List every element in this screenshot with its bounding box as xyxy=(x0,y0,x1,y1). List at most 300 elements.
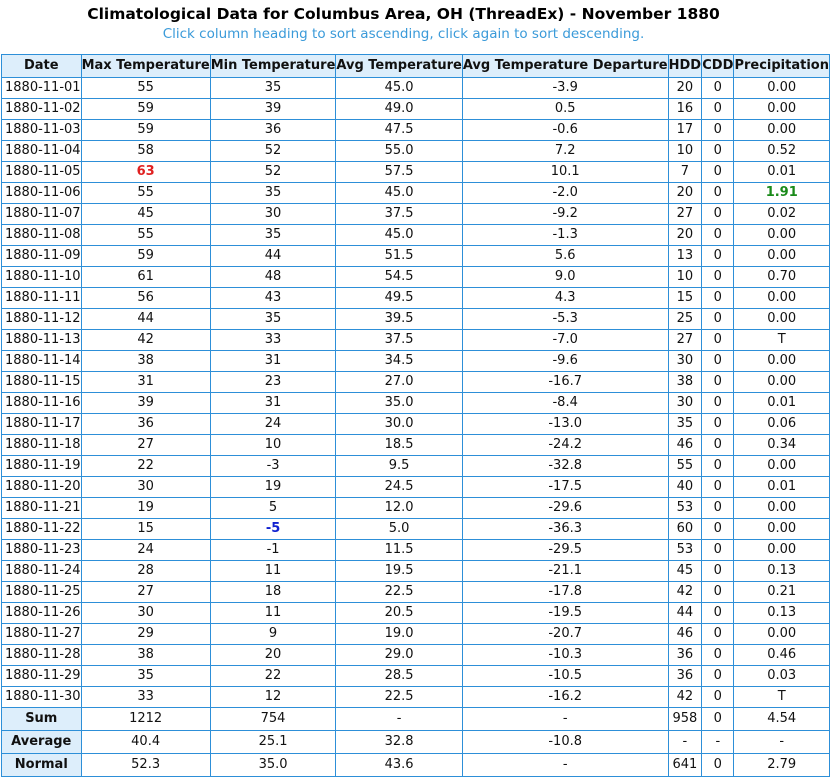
summary-hdd: - xyxy=(668,731,702,754)
cell-hdd: 36 xyxy=(668,666,702,687)
cell-min-temperature: 30 xyxy=(210,204,336,225)
cell-max-temperature: 22 xyxy=(81,456,210,477)
cell-min-temperature: 35 xyxy=(210,183,336,204)
cell-precipitation: T xyxy=(734,330,830,351)
summary-max-temperature: 1212 xyxy=(81,708,210,731)
cell-min-temperature: 43 xyxy=(210,288,336,309)
cell-date: 1880-11-05 xyxy=(2,162,82,183)
summary-min-temperature: 25.1 xyxy=(210,731,336,754)
cell-date: 1880-11-20 xyxy=(2,477,82,498)
cell-precipitation: 0.00 xyxy=(734,372,830,393)
summary-hdd: 958 xyxy=(668,708,702,731)
summary-avg-temperature: 43.6 xyxy=(336,754,462,777)
cell-date: 1880-11-06 xyxy=(2,183,82,204)
cell-min-temperature: 22 xyxy=(210,666,336,687)
summary-row-sum xyxy=(2,708,830,731)
cell-hdd: 35 xyxy=(668,414,702,435)
cell-cdd: 0 xyxy=(702,351,734,372)
cell-avg-temperature-departure: -32.8 xyxy=(462,456,668,477)
summary-avg-temperature-departure: -10.8 xyxy=(462,731,668,754)
cell-date: 1880-11-14 xyxy=(2,351,82,372)
cell-cdd: 0 xyxy=(702,309,734,330)
cell-avg-temperature-departure: -16.7 xyxy=(462,372,668,393)
cell-min-temperature: 18 xyxy=(210,582,336,603)
cell-avg-temperature-departure: -36.3 xyxy=(462,519,668,540)
cell-max-temperature: 30 xyxy=(81,477,210,498)
table-row xyxy=(2,246,830,267)
cell-min-temperature: -1 xyxy=(210,540,336,561)
cell-hdd: 16 xyxy=(668,99,702,120)
cell-max-temperature: 28 xyxy=(81,561,210,582)
cell-date: 1880-11-23 xyxy=(2,540,82,561)
column-header-cdd[interactable]: CDD xyxy=(702,55,734,78)
cell-hdd: 25 xyxy=(668,309,702,330)
cell-cdd: 0 xyxy=(702,372,734,393)
cell-precipitation: 0.52 xyxy=(734,141,830,162)
cell-date: 1880-11-24 xyxy=(2,561,82,582)
table-row xyxy=(2,204,830,225)
cell-precipitation: 0.00 xyxy=(734,540,830,561)
cell-precipitation: 0.00 xyxy=(734,456,830,477)
cell-hdd: 20 xyxy=(668,225,702,246)
table-row xyxy=(2,225,830,246)
cell-avg-temperature: 37.5 xyxy=(336,204,462,225)
cell-max-temperature: 58 xyxy=(81,141,210,162)
cell-precipitation: 0.01 xyxy=(734,477,830,498)
cell-precipitation: 0.00 xyxy=(734,624,830,645)
cell-precipitation: T xyxy=(734,687,830,708)
cell-date: 1880-11-15 xyxy=(2,372,82,393)
cell-precipitation: 0.70 xyxy=(734,267,830,288)
table-row xyxy=(2,120,830,141)
cell-avg-temperature-departure: -20.7 xyxy=(462,624,668,645)
cell-date: 1880-11-13 xyxy=(2,330,82,351)
cell-hdd: 42 xyxy=(668,582,702,603)
cell-avg-temperature: 24.5 xyxy=(336,477,462,498)
summary-row-average xyxy=(2,731,830,754)
table-row xyxy=(2,477,830,498)
cell-hdd: 46 xyxy=(668,435,702,456)
table-row xyxy=(2,309,830,330)
cell-hdd: 40 xyxy=(668,477,702,498)
table-row xyxy=(2,645,830,666)
column-header-min-temperature[interactable]: Min Temperature xyxy=(210,55,336,78)
cell-avg-temperature: 47.5 xyxy=(336,120,462,141)
cell-hdd: 15 xyxy=(668,288,702,309)
cell-avg-temperature: 51.5 xyxy=(336,246,462,267)
cell-avg-temperature: 27.0 xyxy=(336,372,462,393)
summary-avg-temperature: - xyxy=(336,708,462,731)
cell-min-temperature: 48 xyxy=(210,267,336,288)
summary-avg-temperature-departure: - xyxy=(462,754,668,777)
cell-cdd: 0 xyxy=(702,288,734,309)
cell-hdd: 53 xyxy=(668,498,702,519)
header-row xyxy=(2,55,830,78)
cell-avg-temperature-departure: -24.2 xyxy=(462,435,668,456)
cell-hdd: 17 xyxy=(668,120,702,141)
cell-avg-temperature: 49.0 xyxy=(336,99,462,120)
cell-max-temperature: 29 xyxy=(81,624,210,645)
cell-min-temperature: 9 xyxy=(210,624,336,645)
table-row xyxy=(2,582,830,603)
cell-avg-temperature: 12.0 xyxy=(336,498,462,519)
cell-avg-temperature-departure: -16.2 xyxy=(462,687,668,708)
cell-avg-temperature-departure: -3.9 xyxy=(462,78,668,99)
cell-precipitation: 0.00 xyxy=(734,309,830,330)
cell-avg-temperature-departure: -0.6 xyxy=(462,120,668,141)
cell-hdd: 30 xyxy=(668,393,702,414)
cell-date: 1880-11-16 xyxy=(2,393,82,414)
cell-avg-temperature: 35.0 xyxy=(336,393,462,414)
cell-precipitation: 1.91 xyxy=(734,183,830,204)
cell-min-temperature: 52 xyxy=(210,162,336,183)
cell-cdd: 0 xyxy=(702,162,734,183)
cell-max-temperature: 55 xyxy=(81,225,210,246)
cell-max-temperature: 55 xyxy=(81,78,210,99)
cell-min-temperature: 39 xyxy=(210,99,336,120)
cell-cdd: 0 xyxy=(702,687,734,708)
cell-min-temperature: 36 xyxy=(210,120,336,141)
cell-max-temperature: 61 xyxy=(81,267,210,288)
cell-min-temperature: 24 xyxy=(210,414,336,435)
table-body xyxy=(2,78,830,708)
cell-avg-temperature: 29.0 xyxy=(336,645,462,666)
cell-avg-temperature-departure: -7.0 xyxy=(462,330,668,351)
cell-cdd: 0 xyxy=(702,99,734,120)
cell-avg-temperature: 28.5 xyxy=(336,666,462,687)
cell-cdd: 0 xyxy=(702,519,734,540)
table-row xyxy=(2,288,830,309)
cell-date: 1880-11-19 xyxy=(2,456,82,477)
cell-max-temperature: 63 xyxy=(81,162,210,183)
summary-label: Sum xyxy=(2,708,82,731)
cell-hdd: 36 xyxy=(668,645,702,666)
summary-avg-temperature: 32.8 xyxy=(336,731,462,754)
cell-avg-temperature-departure: -19.5 xyxy=(462,603,668,624)
table-row xyxy=(2,267,830,288)
cell-avg-temperature: 30.0 xyxy=(336,414,462,435)
table-row xyxy=(2,603,830,624)
cell-min-temperature: 35 xyxy=(210,78,336,99)
summary-row-normal xyxy=(2,754,830,777)
cell-avg-temperature-departure: 5.6 xyxy=(462,246,668,267)
cell-date: 1880-11-22 xyxy=(2,519,82,540)
cell-max-temperature: 56 xyxy=(81,288,210,309)
cell-max-temperature: 30 xyxy=(81,603,210,624)
cell-avg-temperature: 57.5 xyxy=(336,162,462,183)
cell-avg-temperature: 19.0 xyxy=(336,624,462,645)
cell-max-temperature: 15 xyxy=(81,519,210,540)
sort-instructions: Click column heading to sort ascending, click again to sort descending. xyxy=(162,26,645,42)
summary-cdd: 0 xyxy=(702,754,734,777)
cell-hdd: 44 xyxy=(668,603,702,624)
cell-avg-temperature-departure: -13.0 xyxy=(462,414,668,435)
cell-max-temperature: 31 xyxy=(81,372,210,393)
cell-avg-temperature: 37.5 xyxy=(336,330,462,351)
cell-hdd: 7 xyxy=(668,162,702,183)
cell-min-temperature: 35 xyxy=(210,225,336,246)
table-row xyxy=(2,183,830,204)
climate-data-table xyxy=(1,54,830,777)
cell-avg-temperature-departure: -10.3 xyxy=(462,645,668,666)
cell-max-temperature: 35 xyxy=(81,666,210,687)
cell-cdd: 0 xyxy=(702,603,734,624)
table-row xyxy=(2,519,830,540)
cell-hdd: 10 xyxy=(668,267,702,288)
cell-max-temperature: 39 xyxy=(81,393,210,414)
cell-hdd: 46 xyxy=(668,624,702,645)
table-row xyxy=(2,330,830,351)
cell-max-temperature: 55 xyxy=(81,183,210,204)
cell-max-temperature: 59 xyxy=(81,246,210,267)
cell-min-temperature: 44 xyxy=(210,246,336,267)
column-header-avg-temperature[interactable]: Avg Temperature xyxy=(336,55,462,78)
summary-cdd: - xyxy=(702,731,734,754)
cell-date: 1880-11-29 xyxy=(2,666,82,687)
page-title: Climatological Data for Columbus Area, OH (ThreadEx) - November 1880 xyxy=(87,5,720,23)
cell-hdd: 13 xyxy=(668,246,702,267)
cell-avg-temperature-departure: -5.3 xyxy=(462,309,668,330)
cell-precipitation: 0.00 xyxy=(734,351,830,372)
cell-avg-temperature: 45.0 xyxy=(336,183,462,204)
cell-precipitation: 0.46 xyxy=(734,645,830,666)
table-row xyxy=(2,498,830,519)
cell-min-temperature: 19 xyxy=(210,477,336,498)
cell-date: 1880-11-09 xyxy=(2,246,82,267)
cell-date: 1880-11-25 xyxy=(2,582,82,603)
table-row xyxy=(2,561,830,582)
table-row xyxy=(2,162,830,183)
cell-max-temperature: 24 xyxy=(81,540,210,561)
cell-precipitation: 0.03 xyxy=(734,666,830,687)
cell-date: 1880-11-17 xyxy=(2,414,82,435)
cell-min-temperature: 33 xyxy=(210,330,336,351)
cell-date: 1880-11-03 xyxy=(2,120,82,141)
cell-max-temperature: 27 xyxy=(81,435,210,456)
cell-min-temperature: 23 xyxy=(210,372,336,393)
cell-max-temperature: 44 xyxy=(81,309,210,330)
cell-avg-temperature-departure: 7.2 xyxy=(462,141,668,162)
cell-hdd: 55 xyxy=(668,456,702,477)
cell-max-temperature: 59 xyxy=(81,99,210,120)
cell-avg-temperature: 22.5 xyxy=(336,582,462,603)
cell-cdd: 0 xyxy=(702,78,734,99)
cell-hdd: 53 xyxy=(668,540,702,561)
cell-date: 1880-11-01 xyxy=(2,78,82,99)
cell-avg-temperature-departure: -17.8 xyxy=(462,582,668,603)
table-row xyxy=(2,666,830,687)
cell-hdd: 42 xyxy=(668,687,702,708)
table-row xyxy=(2,141,830,162)
cell-hdd: 27 xyxy=(668,204,702,225)
cell-avg-temperature: 49.5 xyxy=(336,288,462,309)
cell-cdd: 0 xyxy=(702,645,734,666)
cell-cdd: 0 xyxy=(702,456,734,477)
summary-label: Average xyxy=(2,731,82,754)
cell-avg-temperature-departure: -21.1 xyxy=(462,561,668,582)
cell-avg-temperature-departure: -29.5 xyxy=(462,540,668,561)
cell-min-temperature: -5 xyxy=(210,519,336,540)
cell-date: 1880-11-07 xyxy=(2,204,82,225)
cell-cdd: 0 xyxy=(702,414,734,435)
table-row xyxy=(2,414,830,435)
cell-cdd: 0 xyxy=(702,561,734,582)
cell-date: 1880-11-10 xyxy=(2,267,82,288)
cell-cdd: 0 xyxy=(702,540,734,561)
cell-max-temperature: 36 xyxy=(81,414,210,435)
cell-cdd: 0 xyxy=(702,267,734,288)
table-row xyxy=(2,456,830,477)
cell-date: 1880-11-30 xyxy=(2,687,82,708)
cell-avg-temperature: 11.5 xyxy=(336,540,462,561)
cell-min-temperature: 31 xyxy=(210,351,336,372)
cell-min-temperature: 52 xyxy=(210,141,336,162)
cell-avg-temperature: 18.5 xyxy=(336,435,462,456)
cell-avg-temperature: 22.5 xyxy=(336,687,462,708)
cell-cdd: 0 xyxy=(702,477,734,498)
summary-min-temperature: 35.0 xyxy=(210,754,336,777)
cell-cdd: 0 xyxy=(702,120,734,141)
cell-avg-temperature-departure: -17.5 xyxy=(462,477,668,498)
table-row xyxy=(2,99,830,120)
cell-avg-temperature-departure: -29.6 xyxy=(462,498,668,519)
cell-min-temperature: 12 xyxy=(210,687,336,708)
cell-date: 1880-11-21 xyxy=(2,498,82,519)
cell-date: 1880-11-27 xyxy=(2,624,82,645)
cell-cdd: 0 xyxy=(702,624,734,645)
cell-hdd: 20 xyxy=(668,78,702,99)
column-header-avg-temperature-departure[interactable]: Avg Temperature Departure xyxy=(462,55,668,78)
cell-min-temperature: 31 xyxy=(210,393,336,414)
cell-date: 1880-11-04 xyxy=(2,141,82,162)
summary-precipitation: - xyxy=(734,731,830,754)
cell-precipitation: 0.01 xyxy=(734,393,830,414)
summary-precipitation: 4.54 xyxy=(734,708,830,731)
cell-max-temperature: 38 xyxy=(81,351,210,372)
cell-hdd: 30 xyxy=(668,351,702,372)
table-row xyxy=(2,624,830,645)
cell-precipitation: 0.00 xyxy=(734,99,830,120)
cell-avg-temperature: 55.0 xyxy=(336,141,462,162)
cell-min-temperature: 20 xyxy=(210,645,336,666)
cell-hdd: 20 xyxy=(668,183,702,204)
cell-cdd: 0 xyxy=(702,183,734,204)
cell-precipitation: 0.00 xyxy=(734,246,830,267)
table-row xyxy=(2,393,830,414)
cell-cdd: 0 xyxy=(702,435,734,456)
cell-hdd: 10 xyxy=(668,141,702,162)
cell-cdd: 0 xyxy=(702,246,734,267)
cell-max-temperature: 38 xyxy=(81,645,210,666)
table-row xyxy=(2,351,830,372)
cell-avg-temperature-departure: -1.3 xyxy=(462,225,668,246)
cell-min-temperature: 10 xyxy=(210,435,336,456)
cell-precipitation: 0.02 xyxy=(734,204,830,225)
summary-avg-temperature-departure: - xyxy=(462,708,668,731)
cell-precipitation: 0.00 xyxy=(734,225,830,246)
cell-avg-temperature: 5.0 xyxy=(336,519,462,540)
cell-date: 1880-11-11 xyxy=(2,288,82,309)
table-row xyxy=(2,435,830,456)
cell-precipitation: 0.00 xyxy=(734,120,830,141)
column-header-date[interactable]: Date xyxy=(2,55,82,78)
summary-max-temperature: 52.3 xyxy=(81,754,210,777)
cell-date: 1880-11-12 xyxy=(2,309,82,330)
cell-cdd: 0 xyxy=(702,225,734,246)
cell-avg-temperature: 45.0 xyxy=(336,78,462,99)
cell-precipitation: 0.00 xyxy=(734,519,830,540)
table-row xyxy=(2,372,830,393)
cell-avg-temperature-departure: -8.4 xyxy=(462,393,668,414)
cell-min-temperature: 35 xyxy=(210,309,336,330)
cell-hdd: 45 xyxy=(668,561,702,582)
cell-max-temperature: 45 xyxy=(81,204,210,225)
cell-avg-temperature-departure: 4.3 xyxy=(462,288,668,309)
cell-min-temperature: 11 xyxy=(210,603,336,624)
cell-date: 1880-11-02 xyxy=(2,99,82,120)
cell-max-temperature: 33 xyxy=(81,687,210,708)
column-header-precipitation[interactable]: Precipitation xyxy=(734,55,830,78)
cell-precipitation: 0.00 xyxy=(734,288,830,309)
cell-avg-temperature-departure: 9.0 xyxy=(462,267,668,288)
cell-precipitation: 0.21 xyxy=(734,582,830,603)
cell-max-temperature: 59 xyxy=(81,120,210,141)
cell-avg-temperature: 39.5 xyxy=(336,309,462,330)
cell-avg-temperature: 45.0 xyxy=(336,225,462,246)
summary-hdd: 641 xyxy=(668,754,702,777)
cell-max-temperature: 19 xyxy=(81,498,210,519)
cell-precipitation: 0.13 xyxy=(734,561,830,582)
cell-hdd: 27 xyxy=(668,330,702,351)
cell-avg-temperature-departure: -2.0 xyxy=(462,183,668,204)
cell-avg-temperature: 34.5 xyxy=(336,351,462,372)
cell-cdd: 0 xyxy=(702,204,734,225)
cell-cdd: 0 xyxy=(702,141,734,162)
cell-hdd: 38 xyxy=(668,372,702,393)
cell-min-temperature: 11 xyxy=(210,561,336,582)
cell-hdd: 60 xyxy=(668,519,702,540)
cell-cdd: 0 xyxy=(702,666,734,687)
table-row xyxy=(2,687,830,708)
cell-avg-temperature: 54.5 xyxy=(336,267,462,288)
cell-avg-temperature: 9.5 xyxy=(336,456,462,477)
cell-avg-temperature-departure: -10.5 xyxy=(462,666,668,687)
cell-precipitation: 0.34 xyxy=(734,435,830,456)
column-header-max-temperature[interactable]: Max Temperature xyxy=(81,55,210,78)
summary-max-temperature: 40.4 xyxy=(81,731,210,754)
cell-precipitation: 0.00 xyxy=(734,78,830,99)
cell-avg-temperature-departure: 0.5 xyxy=(462,99,668,120)
table-row xyxy=(2,540,830,561)
cell-min-temperature: 5 xyxy=(210,498,336,519)
summary-precipitation: 2.79 xyxy=(734,754,830,777)
cell-avg-temperature: 20.5 xyxy=(336,603,462,624)
cell-date: 1880-11-26 xyxy=(2,603,82,624)
cell-avg-temperature-departure: -9.2 xyxy=(462,204,668,225)
table-row xyxy=(2,78,830,99)
cell-max-temperature: 42 xyxy=(81,330,210,351)
cell-date: 1880-11-28 xyxy=(2,645,82,666)
cell-avg-temperature: 19.5 xyxy=(336,561,462,582)
cell-precipitation: 0.06 xyxy=(734,414,830,435)
cell-min-temperature: -3 xyxy=(210,456,336,477)
column-header-hdd[interactable]: HDD xyxy=(668,55,702,78)
cell-precipitation: 0.01 xyxy=(734,162,830,183)
cell-precipitation: 0.13 xyxy=(734,603,830,624)
summary-section xyxy=(2,708,830,777)
cell-date: 1880-11-08 xyxy=(2,225,82,246)
summary-min-temperature: 754 xyxy=(210,708,336,731)
